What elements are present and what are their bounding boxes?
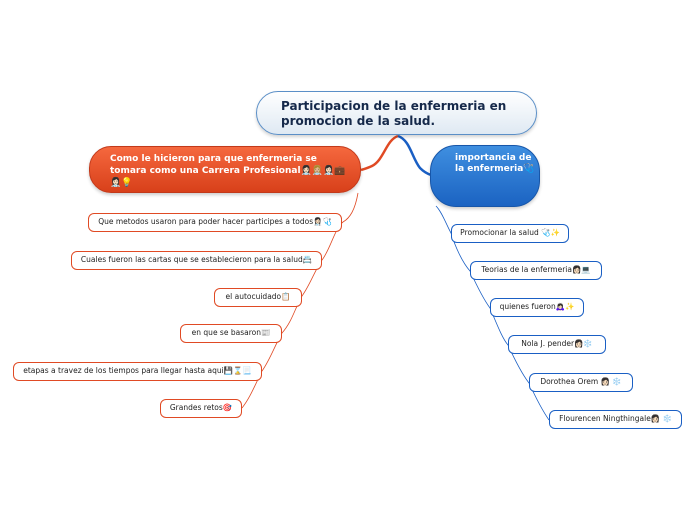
left-subtopic-label: Que metodos usaron para poder hacer participes a todos👩🏻‍⚕️🩺 — [98, 217, 332, 226]
left-main-topic[interactable] — [89, 146, 361, 193]
left-main-topic-label: Como le hicieron para que enfermeria se tomara como una Carrera Profesional👩🏻‍⚕️👩🏼‍⚕️👩🏻‍⚕️💼👩🏻‍⚕️💡 — [110, 154, 346, 188]
left-subtopic[interactable] — [214, 288, 302, 307]
left-subtopic[interactable] — [71, 251, 322, 270]
right-subtopic[interactable] — [490, 298, 584, 317]
right-subtopic-label: Dorothea Orem 👩🏻 ❄️ — [540, 377, 622, 386]
right-subtopic-label: quienes fueron🙇🏻‍♀️✨ — [499, 302, 575, 311]
left-subtopic-label: en que se basaron📰 — [191, 328, 271, 337]
left-subtopic[interactable] — [88, 213, 342, 232]
right-subtopic[interactable] — [529, 373, 633, 392]
right-subtopic-label: Promocionar la salud 🩺✨ — [460, 228, 560, 237]
right-main-topic[interactable] — [430, 145, 540, 207]
right-subtopic[interactable] — [451, 224, 569, 243]
connector-root-left — [361, 136, 398, 170]
right-subtopic-label: Teorias de la enfermeria👩🏻💻 — [481, 265, 591, 274]
left-subtopic[interactable] — [13, 362, 262, 381]
left-subtopic-label: etapas a travez de los tiempos para llegar hasta aqui💾⌛📃 — [23, 366, 252, 375]
left-subtopic-label: Cuales fueron las cartas que se establecieron para la salud📇 — [80, 255, 313, 264]
right-subtopic[interactable] — [470, 261, 602, 280]
left-subtopic-label: el autocuidado📋 — [225, 292, 291, 301]
right-main-topic-label: importancia de la enfermeria🩺 — [455, 153, 535, 174]
root-topic-label: Participacion de la enfermeria en promocion de la salud. — [281, 99, 507, 128]
right-subtopic-label: Nola J. pender👩🏻❄️ — [521, 339, 593, 348]
right-subtopic[interactable] — [508, 335, 606, 354]
connector-root-right — [398, 136, 431, 175]
left-subtopic-label: Grandes retos🎯 — [169, 403, 233, 412]
right-subtopic-label: Flourencen Ningthingale👩🏻 ❄️ — [559, 414, 672, 423]
root-topic[interactable] — [256, 91, 537, 135]
left-subtopic[interactable] — [160, 399, 242, 418]
left-subtopic[interactable] — [180, 324, 282, 343]
right-subtopic[interactable] — [549, 410, 682, 429]
